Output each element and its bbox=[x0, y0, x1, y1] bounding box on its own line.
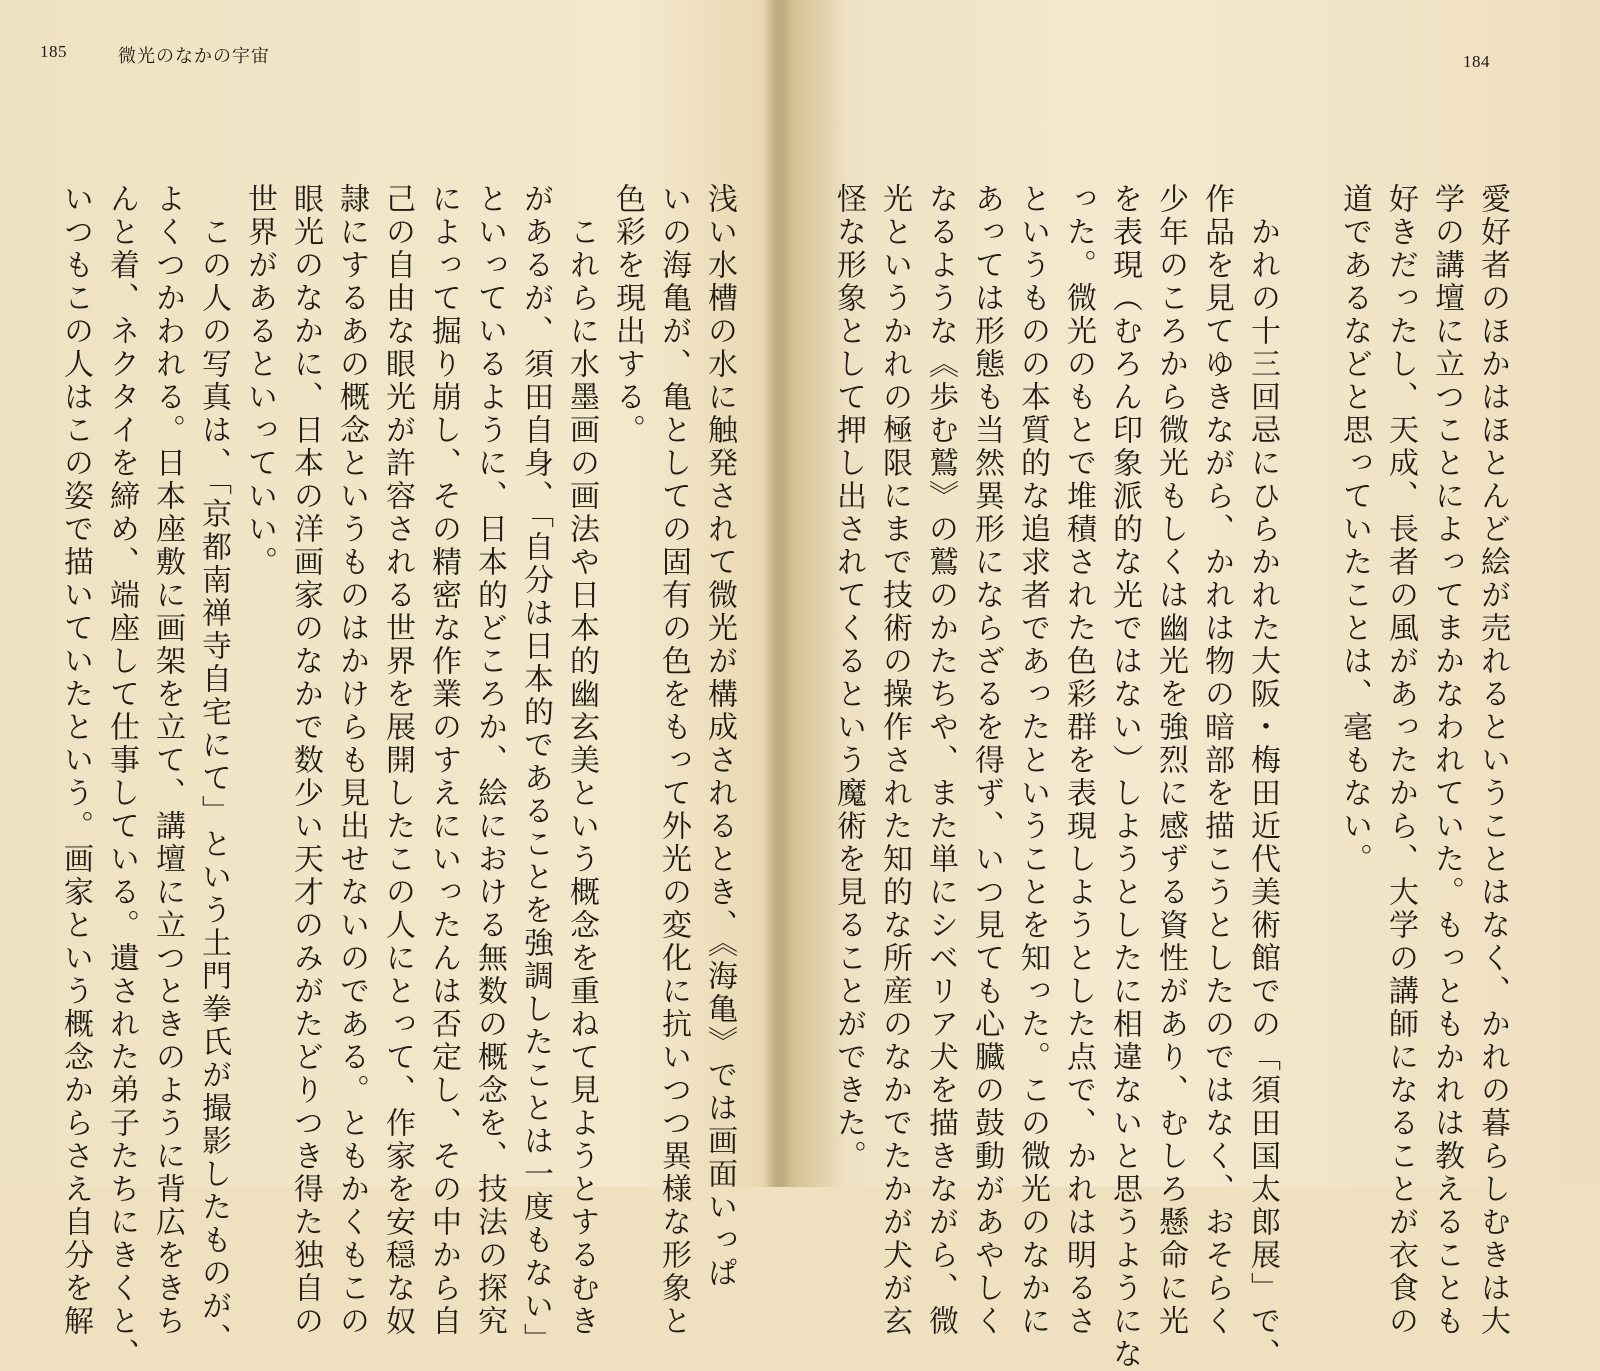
left-page-number: 185 bbox=[40, 42, 67, 61]
running-head: 微光のなかの宇宙 bbox=[118, 46, 270, 67]
gutter bbox=[763, 0, 791, 1187]
left-page-body: 浅い水槽の水に触発されて微光が構成されるとき、《海亀》では画面いっぱ いの海亀が、亀としての固有の色をもって外光の変化に抗いつつ異様な形象と 色彩を現出する。 これらに水墨画の画法や日本的幽玄美という概念を重ねて見ようとするむき があるが、須田自身、「自分は日本的であることを強調したことは一度もない」 といっているように、日本的どころか、絵における無数の概念を、技法の探究 によって掘り崩し、その精密な作業のすえにいったんは否定し、その中から自 己の自由な眼光が許容される世界を展開したこの人にとって、作家を安穏な奴 隷にするあの概念というものはかけらも見出せないのである。ともかくもこの 眼光のなかに、日本の洋画家のなかで数少い天才のみがたどりつき得た独自の 世界があるといっていい。 この人の写真は、「京都南禅寺自宅にて」という土門拳氏が撮影したものが、 よくつかわれる。日本座敷に画架を立て、講壇に立つときのように背広をきち んと着、ネクタイを締め、端座して仕事している。遺された弟子たちにきくと、 いつもこの人はこの姿で描いていたという。画家という概念からさえ自分を解 bbox=[58, 183, 737, 1371]
right-page bbox=[790, 0, 1600, 1371]
right-page-body: 愛好者のほかはほとんど絵が売れるということはなく、かれの暮らしむきは大 学の講壇に立つことによってまかなわれていた。もっともかれは教えることも 好きだったし、天成、長者の風があったから、大学の講師になることが衣食の 道であるなどと思っていたことは、毫もない。 かれの十三回忌にひらかれた大阪・梅田近代美術館での「須田国太郎展」で、 作品を見てゆきながら、かれは物の暗部を描こうとしたのではなく、おそらく 少年のころから微光もしくは幽光を強烈に感ずる資性があり、むしろ懸命に光 を表現（むろん印象派的な光ではない）しようとしたに相違ないと思うようにな った。微光のもとで堆積された色彩群を表現しようとした点で、かれは明るさ というものの本質的な追求者であったということを知った。この微光のなかに あっては形態も当然異形にならざるを得ず、いつ見ても心臓の鼓動があやしく なるような《歩む鷲》の鷲のかたちや、また単にシベリア犬を描きながら、微 光というかれの極限にまで技術の操作された知的な所産のなかでたかが犬が玄 怪な形象として押し出されてくるという魔術を見ることができた。 bbox=[831, 183, 1510, 1371]
right-page-number: 184 bbox=[1463, 52, 1490, 71]
left-page bbox=[0, 0, 780, 1371]
